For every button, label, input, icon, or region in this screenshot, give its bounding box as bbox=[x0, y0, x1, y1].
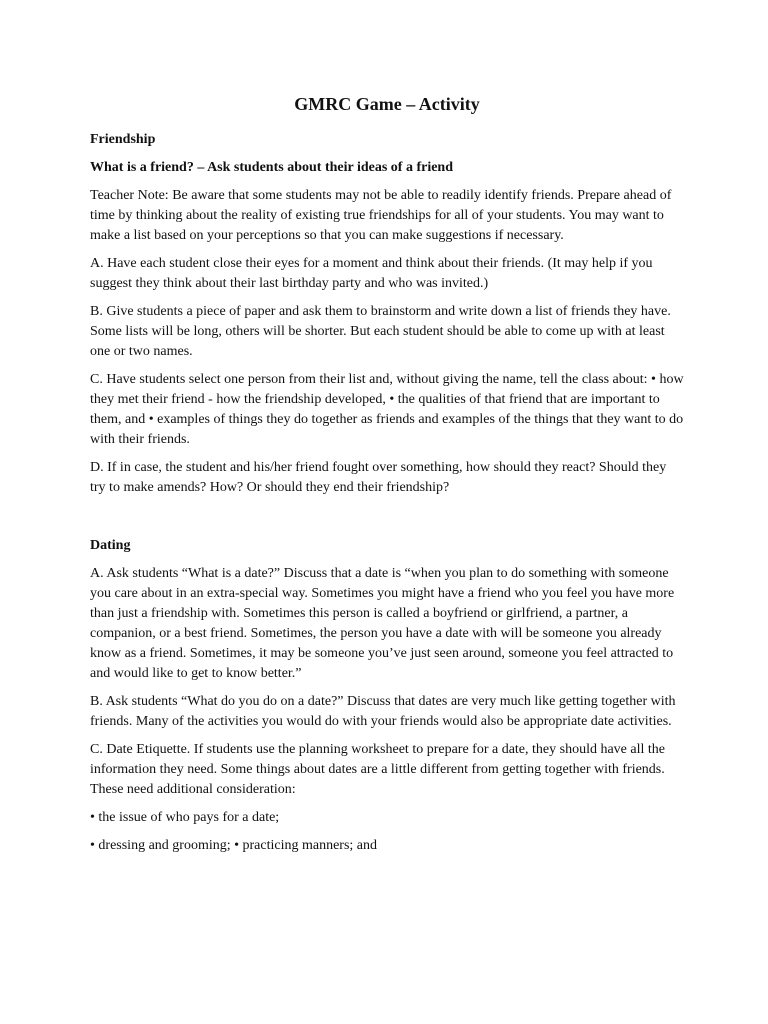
section-spacer bbox=[90, 506, 684, 536]
teacher-note: Teacher Note: Be aware that some students may not be able to readily identify friends. Prepare ahead of time by thinking about the reality of existing true friendships for all of your students. You may want to make a list based on your perceptions so that you can make suggestions if necessary. bbox=[90, 188, 672, 243]
friendship-subheading: What is a friend? – Ask students about their ideas of a friend bbox=[90, 160, 454, 175]
dating-bullet-1: • the issue of who pays for a date; bbox=[90, 810, 280, 825]
friendship-para-b: B. Give students a piece of paper and ask them to brainstorm and write down a list of friends they have. Some lists will be long, others will be shorter. But each student should be able to come up with at least one or two names. bbox=[90, 304, 671, 359]
dating-heading: Dating bbox=[90, 538, 131, 553]
friendship-para-d: D. If in case, the student and his/her friend fought over something, how should they react? Should they try to make amends? How? Or should they end their friendship? bbox=[90, 460, 667, 495]
dating-bullet-2: • dressing and grooming; • practicing manners; and bbox=[90, 838, 378, 853]
friendship-para-a: A. Have each student close their eyes for a moment and think about their friends. (It may help if you suggest they think about their last birthday party and who was invited.) bbox=[90, 256, 653, 291]
document-title: GMRC Game – Activity bbox=[294, 94, 480, 114]
dating-para-c: C. Date Etiquette. If students use the planning worksheet to prepare for a date, they should have all the information they need. Some things about dates are a little different from getting together with friends. These need additional consideration: bbox=[90, 742, 665, 797]
friendship-heading: Friendship bbox=[90, 132, 156, 147]
friendship-para-c: C. Have students select one person from their list and, without giving the name, tell the class about: • how they met their friend - how the friendship developed, • the qualities of that friend that are important to them, and • examples of things they do together as friends and examples of the things that they want to do with their friends. bbox=[90, 372, 684, 447]
dating-para-a: A. Ask students “What is a date?” Discuss that a date is “when you plan to do something with someone you care about in an extra-special way. Sometimes you might have a friend who you feel you have more than just a friendship with. Sometimes this person is called a boyfriend or girlfriend, a partner, a companion, or a best friend. Sometimes, the person you have a date with will be someone you already know as a friend. Sometimes, it may be someone you’ve just seen around, someone you feel attracted to and would like to get to know better.” bbox=[90, 566, 675, 681]
dating-para-b: B. Ask students “What do you do on a date?” Discuss that dates are very much like getting together with friends. Many of the activities you would do with your friends would also be appropriate date activities. bbox=[90, 694, 676, 729]
